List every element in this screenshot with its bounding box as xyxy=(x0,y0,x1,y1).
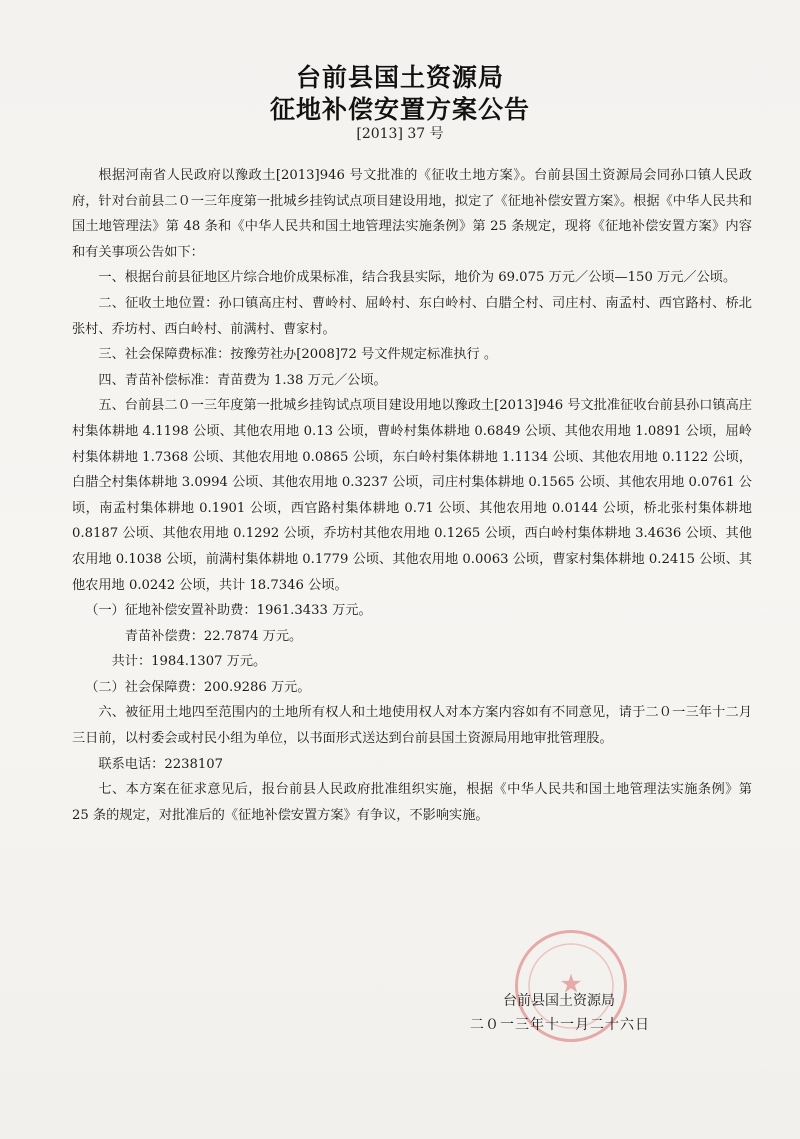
paragraph-item-3: 三、社会保障费标准：按豫劳社办[2008]72 号文件规定标准执行 。 xyxy=(98,347,498,363)
paragraph-item-4: 四、青苗补偿标准：青苗费为 1.38 万元／公顷。 xyxy=(98,372,387,388)
document-title-line1: 台前县国土资源局 xyxy=(295,63,504,92)
seal-star-icon: ★ xyxy=(559,969,583,1000)
document-title-line2: 征地补偿安置方案公告 xyxy=(269,95,530,124)
paragraph-sub-2: （二）社会保障费：200.9286 万元。 xyxy=(85,679,311,695)
paragraph-item-2: 二、征收土地位置：孙口镇高庄村、曹岭村、屈岭村、东白岭村、白腊仝村、司庄村、南孟村、西官路村、桥北张村、乔坊村、西白岭村、前满村、曹家村。 xyxy=(72,295,752,337)
signature-date: 二０一三年十一月二十六日 xyxy=(470,1017,650,1033)
document-number: [2013] 37 号 xyxy=(356,126,444,142)
paragraph-item-7: 七、本方案在征求意见后，报台前县人民政府批准组织实施，根据《中华人民共和国土地管理法实施条例》第 25 条的规定，对批准后的《征地补偿安置方案》有争议，不影响实施。 xyxy=(72,782,752,823)
document-body xyxy=(72,163,752,828)
contact-phone: 联系电话：2238107 xyxy=(98,756,224,772)
paragraph-item-5: 五、台前县二０一三年度第一批城乡挂钩试点项目建设用地以豫政土[2013]946 号文批准征收台前县孙口镇高庄村集体耕地 4.1198 公顷、其他农用地 0.13 公顷，曹岭村集体耕地 0.6849 公顷、其他农用地 1.0891 公顷，屈岭村集体耕地 1.7368 公顷、其他农用地 0.0865 公顷，东白岭村集体耕地 1.1134 公顷、其他农用地 0.1122 公顷，白腊仝村集体耕地 3.0994 公顷、其他农用地 0.3237 公顷，司庄村集体耕地 0.1565 公顷、其他农用地 0.0761 公顷，南孟村集体耕地 0.1901 公顷，西官路村集体耕地 0.71 公顷、其他农用地 0.0144 公顷，桥北张村集体耕地 0.8187 公顷、其他农用地 0.1292 公顷，乔坊村其他农用地 0.1265 公顷，西白岭村集体耕地 3.4636 公顷、其他农用地 0.1038 公顷，前满村集体耕地 0.1779 公顷、其他农用地 0.0063 公顷，曹家村集体耕地 0.2415 公顷、其他农用地 0.0242 公顷，共计 18.7346 公顷。 xyxy=(72,398,752,593)
paragraph-sub-1: （一）征地补偿安置补助费：1961.3433 万元。 xyxy=(85,603,372,619)
signature-organization: 台前县国土资源局 xyxy=(503,993,615,1009)
paragraph-sub-seedling: 青苗补偿费：22.7874 万元。 xyxy=(124,628,303,644)
paragraph-item-6: 六、被征用土地四至范围内的土地所有权人和土地使用权人对本方案内容如有不同意见，请于二０一三年十二月三日前，以村委会或村民小组为单位，以书面形式送达到台前县国土资源局用地审批管理股。 xyxy=(72,705,752,747)
paragraph-intro: 根据河南省人民政府以豫政土[2013]946 号文批准的《征收土地方案》。台前县国土资源局会同孙口镇人民政府，针对台前县二０一三年度第一批城乡挂钩试点项目建设用地，拟定了《征地补偿安置方案》。根据《中华人民共和国土地管理法》第 48 条和《中华人民共和国土地管理法实施条例》第 25 条规定，现将《征地补偿安置方案》内容和有关事项公告如下： xyxy=(72,168,752,260)
paragraph-sub-total: 共计：1984.1307 万元。 xyxy=(111,654,267,670)
paragraph-item-1: 一、根据台前县征地区片综合地价成果标准，结合我县实际，地价为 69.075 万元／公顷—150 万元／公顷。 xyxy=(98,270,737,286)
